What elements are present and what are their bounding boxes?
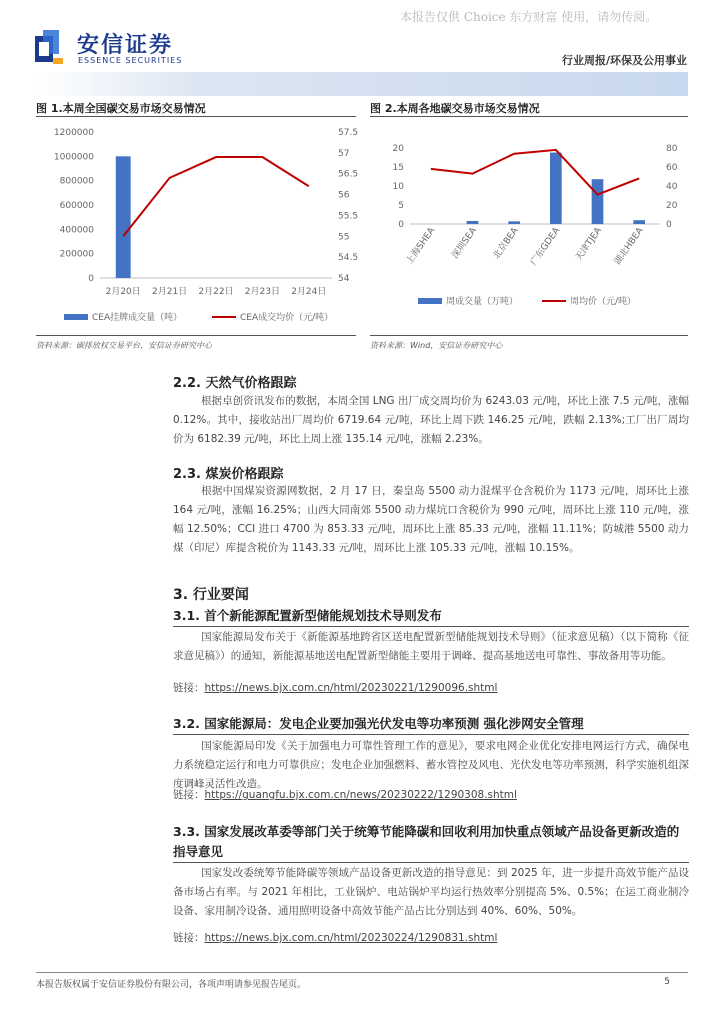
fig2-x-tick: 北京BEA — [491, 225, 521, 262]
fig1-x-tick: 2月24日 — [291, 287, 327, 297]
section-3-1-rule — [173, 626, 689, 627]
fig2-top-rule — [370, 116, 688, 117]
fig1-x-tick: 2月21日 — [152, 287, 188, 297]
fig1-chart — [36, 118, 359, 334]
section-3-1-link[interactable]: https://news.bjx.com.cn/html/20230221/1290096.shtml — [204, 682, 498, 694]
fig2-bar — [508, 221, 520, 224]
section-3-2-paragraph: 国家能源局印发《关于加强电力可靠性管理工作的意见》，要求电网企业优化安排电网运行方式，确保电力系统稳定运行和电力可靠供应；发电企业加强燃料、蓄水管控及风电、光伏发电等功率预测，科学实施机组深度调峰灵活性改造。 — [173, 740, 689, 790]
logo-name-cn: 安信证券 — [77, 33, 174, 58]
fig1-title: 图 1.本周全国碳交易市场交易情况 — [36, 102, 206, 115]
fig1-top-rule — [36, 116, 356, 117]
fig1-legend-line-label: CEA成交均价（元/吨） — [240, 313, 334, 323]
fig2-x-tick: 上海SHEA — [404, 225, 438, 267]
fig2-yright-tick: 20 — [666, 201, 678, 211]
logo-name-en: ESSENCE SECURITIES — [78, 56, 183, 65]
section-3-3-rule — [173, 862, 689, 863]
fig1-yright-tick: 57 — [338, 148, 350, 159]
fig1-bar — [116, 156, 131, 278]
fig2-x-tick: 广东GDEA — [529, 225, 563, 268]
fig2-x-tick: 天津TJEA — [573, 225, 604, 263]
fig1-yleft-tick: 800000 — [59, 176, 94, 187]
fig2-chart — [370, 118, 688, 334]
fig2-yright-tick: 80 — [666, 144, 678, 154]
fig1-yleft-tick: 0 — [88, 274, 94, 284]
fig2-yleft-tick: 5 — [398, 201, 404, 211]
fig1-legend-bar-label: CEA挂牌成交量（吨） — [92, 313, 183, 323]
footer-rule — [36, 972, 688, 973]
section-3-2-link[interactable]: https://guangfu.bjx.com.cn/news/20230222/1290308.shtml — [204, 789, 517, 801]
fig1-x-tick: 2月20日 — [105, 287, 141, 297]
fig2-bottom-rule — [370, 335, 688, 336]
fig2-bar — [550, 153, 562, 224]
section-3-1-title: 3.1. 首个新能源配置新型储能规划技术导则发布 — [173, 608, 442, 623]
fig2-legend-line-label: 周均价（元/吨） — [570, 297, 637, 307]
fig2-yleft-tick: 10 — [392, 182, 404, 192]
fig1-yleft-tick: 400000 — [59, 225, 94, 236]
fig1-yright-tick: 55.5 — [338, 211, 359, 222]
fig2-source: 资料来源：Wind，安信证券研究中心 — [370, 341, 503, 350]
fig1-price-line — [123, 157, 309, 236]
fig2-x-tick: 湖北HBEA — [612, 225, 646, 267]
section-3-3-title: 3.3. 国家发展改革委等部门关于统筹节能降碳和回收利用加快重点领域产品设备更新改造的指导意见 — [173, 824, 680, 859]
fig2-legend-bar-swatch — [418, 298, 442, 304]
fig2-bar — [633, 220, 645, 224]
fig1-x-tick: 2月23日 — [244, 287, 280, 297]
section-3-3-paragraph: 国家发改委统筹节能降碳等领域产品设备更新改造的指导意见：到 2025 年，进一步提升高效节能产品设备市场占有率。与 2021 年相比，工业锅炉、电站锅炉平均运行热效率分别提高 5%、0.5%；在运工商业制冷设备、家用制冷设备、通用照明设备中高效节能产品占比分别达到 40%、60%、50%。 — [173, 867, 689, 917]
fig2-yright-tick: 0 — [666, 220, 672, 230]
section-3-heading: 3. 行业要闻 — [173, 587, 249, 603]
fig2-title: 图 2.本周各地碳交易市场交易情况 — [370, 102, 540, 115]
company-logo — [33, 28, 233, 70]
fig1-yleft-tick: 200000 — [59, 249, 94, 260]
watermark: 本报告仅供 Choice 东方财富 使用，请勿传阅。 — [400, 10, 658, 24]
fig2-price-line — [431, 150, 639, 195]
fig1-yleft-tick: 1000000 — [53, 152, 94, 163]
section-3-3-link-line: 链接：https://news.bjx.com.cn/html/20230224/1290831.shtml — [173, 932, 498, 944]
logo-mark-icon — [33, 28, 71, 68]
fig1-bottom-rule — [36, 335, 356, 336]
section-2-2-paragraph: 根据卓创资讯发布的数据，本周全国 LNG 出厂成交周均价为 6243.03 元/吨，环比上涨 7.5 元/吨，涨幅 0.12%。其中，接收站出厂周均价 6719.64 元/吨，环比上周下跌 146.25 元/吨，跌幅 2.13%;工厂出厂周均价为 6182.39 元/吨，环比上周上涨 135.14 元/吨，涨幅 2.23%。 — [173, 395, 689, 445]
section-3-2-link-line: 链接：https://guangfu.bjx.com.cn/news/20230222/1290308.shtml — [173, 789, 517, 801]
fig2-yleft-tick: 15 — [392, 163, 404, 173]
fig1-yright-tick: 57.5 — [338, 128, 359, 138]
fig2-yleft-tick: 0 — [398, 220, 404, 230]
section-3-3-link[interactable]: https://news.bjx.com.cn/html/20230224/1290831.shtml — [204, 932, 498, 944]
fig2-yleft-tick: 20 — [392, 144, 404, 154]
fig1-source: 资料来源：碳排放权交易平台，安信证券研究中心 — [36, 341, 212, 350]
fig1-legend-bar-swatch — [64, 314, 88, 320]
report-category: 行业周报/环保及公用事业 — [561, 54, 687, 67]
section-3-1-paragraph: 国家能源局发布关于《新能源基地跨省区送电配置新型储能规划技术导则》（征求意见稿）（以下简称《征求意见稿》）的通知，新能源基地送电配置新型储能主要用于调峰、提高基地送电可靠性、事故备用等功能。 — [173, 631, 689, 662]
page-number: 5 — [664, 977, 670, 987]
fig1-yright-tick: 56 — [338, 190, 350, 201]
fig1-yright-tick: 56.5 — [338, 169, 359, 180]
section-2-3-paragraph: 根据中国煤炭资源网数据，2 月 17 日，秦皇岛 5500 动力混煤平仓含税价为 1173 元/吨，周环比上涨 164 元/吨，涨幅 16.25%；山西大同南郊 5500 动力煤坑口含税价为 990 元/吨，周环比上涨 110 元/吨，涨幅 12.50%；CCI 进口 4700 为 853.33 元/吨，周环比上涨 85.33 元/吨，涨幅 11.11%；防城港 5500 动力煤（印尼）库提含税价为 1143.33 元/吨，周环比上涨 105.33 元/吨，涨幅 10.15%。 — [173, 485, 689, 554]
fig1-x-tick: 2月22日 — [198, 287, 234, 297]
fig2-bar — [467, 221, 479, 224]
fig2-yright-tick: 40 — [666, 182, 678, 192]
fig1-yleft-tick: 600000 — [59, 201, 94, 211]
fig2-x-tick: 深圳SEA — [450, 225, 479, 261]
header-band — [36, 72, 688, 96]
footer-disclaimer: 本报告版权属于安信证券股份有限公司，各项声明请参见报告尾页。 — [36, 980, 307, 990]
fig1-yright-tick: 54.5 — [338, 253, 359, 264]
fig1-yright-tick: 54 — [338, 274, 350, 284]
fig1-yright-tick: 55 — [338, 232, 350, 243]
section-3-2-rule — [173, 734, 689, 735]
section-2-2-heading: 2.2. 天然气价格跟踪 — [173, 376, 297, 391]
section-3-1-link-line: 链接：https://news.bjx.com.cn/html/20230221/1290096.shtml — [173, 682, 498, 694]
fig2-legend-bar-label: 周成交量（万吨） — [446, 297, 519, 307]
fig2-yright-tick: 60 — [666, 163, 678, 173]
fig1-yleft-tick: 1200000 — [53, 128, 94, 138]
section-3-2-title: 3.2. 国家能源局：发电企业要加强光伏发电等功率预测 强化涉网安全管理 — [173, 716, 584, 731]
fig2-bar — [592, 179, 604, 224]
section-2-3-heading: 2.3. 煤炭价格跟踪 — [173, 467, 284, 482]
